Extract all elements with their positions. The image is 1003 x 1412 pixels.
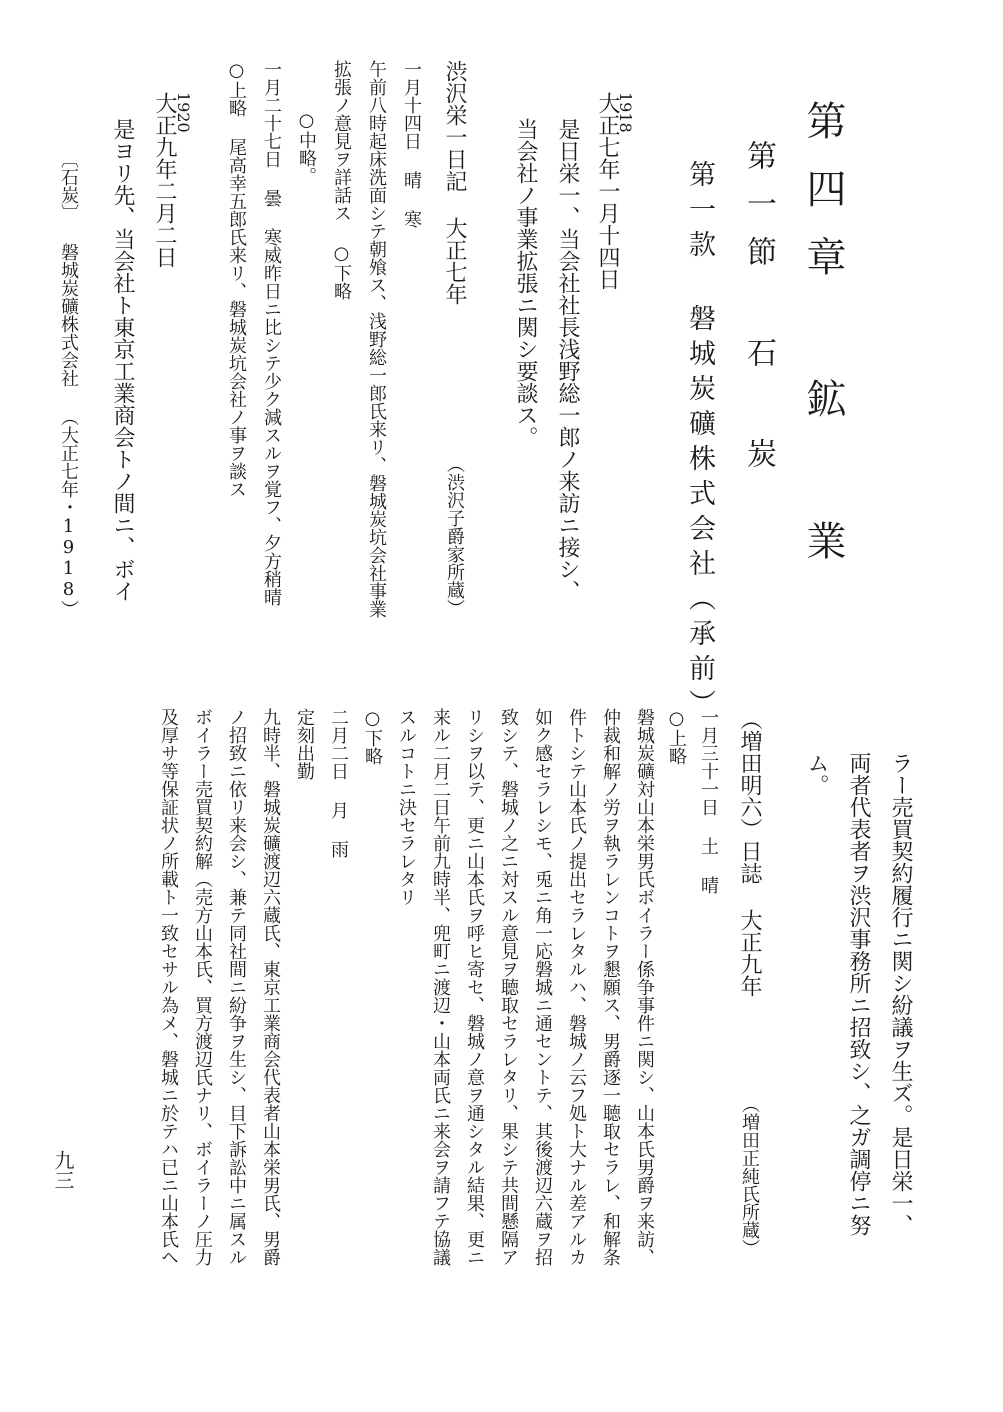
entry2-date: 大正九年二月二日: [152, 92, 177, 268]
diary2-line-1: 一月三十一日 土 晴: [698, 708, 719, 894]
diary1-source: （渋沢子爵家所蔵）: [444, 455, 465, 617]
diary2-line-17: 及厚サ等保証状ノ所載ト一致セサル為メ、磐城ニ於テハ已ニ山本氏ヘ: [158, 708, 179, 1266]
chapter-title: 第四章 鉱 業: [800, 100, 846, 588]
entry2-text: 是ヨリ先、当会社ト東京工業商会トノ間ニ、ボイ: [110, 118, 135, 602]
lower-line-3: ム。: [804, 752, 829, 796]
diary2-line-8: リシヲ以テ、更ニ山本氏ヲ呼ヒ寄セ、磐城ノ意ヲ通シタル結果、更ニ: [464, 708, 485, 1266]
diary2-line-2: ○上略: [666, 708, 687, 765]
diary2-line-15: ノ招致ニ依リ来会シ、兼テ同社間ニ紛争ヲ生シ、目下訴訟中ニ属スル: [226, 708, 247, 1266]
diary2-line-11: ○下略: [362, 708, 383, 765]
diary1-line-1: 一月十四日 晴 寒: [401, 60, 422, 228]
diary2-line-5: 件トシテ山本氏ノ提出セラレタルハ、磐城ノ云フ処ト大ナル差アルカ: [566, 708, 587, 1266]
lower-line-1: ラー売買契約履行ニ関シ紛議ヲ生ズ。是日栄一、: [888, 752, 913, 1236]
entry1-text-2: 当会社ノ事業拡張ニ関シ要談ス。: [513, 118, 538, 448]
diary2-line-4: 仲裁和解ノ労ヲ執ラレンコトヲ懇願ス、男爵逐一聴取セラレ、和解条: [600, 708, 621, 1266]
diary2-line-9: 来ル二月二日午前九時半、兜町ニ渡辺・山本両氏ニ来会ヲ請フテ協議: [430, 708, 451, 1266]
entry2-year: 1920: [174, 92, 193, 133]
running-header: 〔石炭〕 磐城炭礦株式会社 （大正七年・1918）: [58, 150, 79, 618]
entry1-year: 1918: [616, 92, 635, 133]
entry1-text-1: 是日栄一、当会社社長浅野総一郎ノ来訪ニ接シ、: [555, 118, 580, 602]
diary1-line-5: 一月二十七日 曇 寒威昨日ニ比シテ少ク減スルヲ覚フ、夕方稍晴: [261, 60, 282, 606]
diary1-line-3: 拡張ノ意見ヲ詳話ス ○下略: [331, 60, 352, 300]
diary1-line-2: 午前八時起床洗面シテ朝飧ス、浅野総一郎氏来リ、磐城炭坑会社事業: [366, 60, 387, 618]
diary2-line-13: 定刻出勤: [294, 708, 315, 780]
diary2-title: （増田明六）日誌 大正九年: [737, 708, 762, 997]
article-title: 第一款 磐城炭礦株式会社（承前）: [684, 160, 715, 724]
diary2-line-3: 磐城炭礦対山本栄男氏ボイラー係争事件ニ関シ、山本氏男爵ヲ来訪、: [634, 708, 655, 1266]
page-number: 九三: [51, 1150, 75, 1190]
diary2-line-7: 致シテ、磐城ノ之ニ対スル意見ヲ聴取セラレタリ、果シテ共間懸隔ア: [498, 708, 519, 1266]
diary2-line-6: 如ク感セラレシモ、兎ニ角一応磐城ニ通セントテ、其後渡辺六蔵ヲ招: [532, 708, 553, 1266]
diary2-line-16: ボイラー売買契約解（売方山本氏、買方渡辺氏ナリ、ボイラーノ圧力: [192, 708, 213, 1266]
lower-line-2: 両者代表者ヲ渋沢事務所ニ招致シ、之ガ調停ニ努: [846, 752, 871, 1236]
diary1-line-6: ○上略 尾高幸五郎氏来リ、磐城炭坑会社ノ事ヲ談ス: [226, 60, 247, 498]
entry1-date: 大正七年一月十四日: [595, 92, 620, 290]
section-title: 第一節 石 炭: [741, 140, 776, 486]
diary2-line-12: 二月二日 月 雨: [328, 708, 349, 858]
diary2-line-14: 九時半、磐城炭礦渡辺六蔵氏、東京工業商会代表者山本栄男氏、男爵: [260, 708, 281, 1266]
diary1-title: 渋沢栄一日記 大正七年: [442, 60, 467, 305]
diary1-line-4: ○中略。: [296, 110, 317, 185]
diary2-line-10: スルコトニ決セラレタリ: [396, 708, 417, 906]
diary2-source: （増田正純氏所蔵）: [739, 1095, 760, 1257]
